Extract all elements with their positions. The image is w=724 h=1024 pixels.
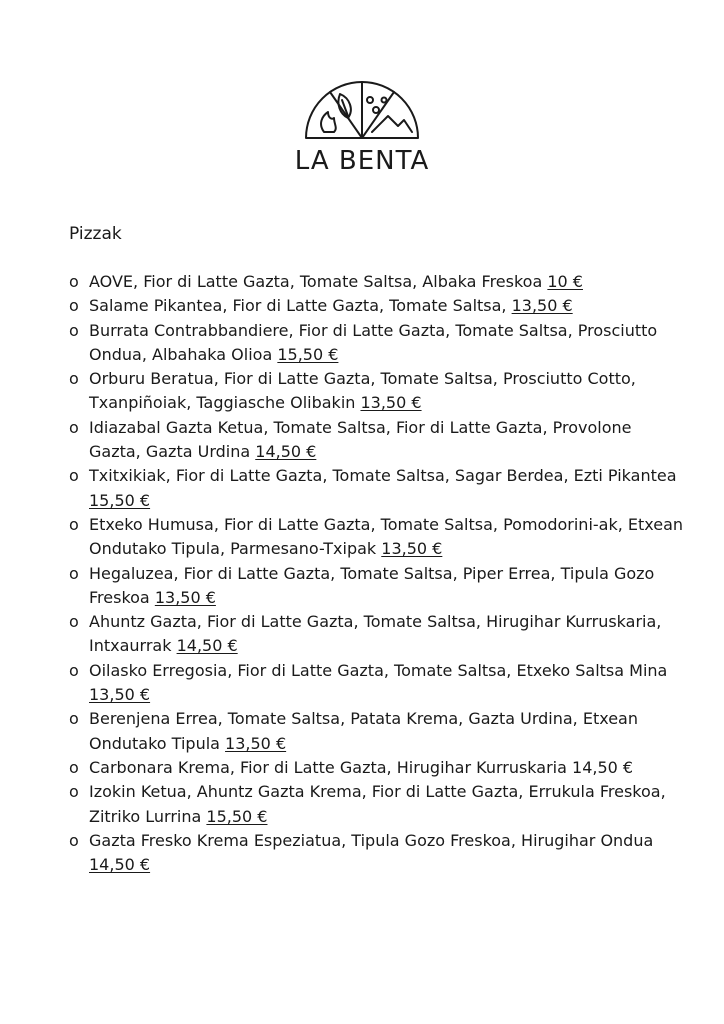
brand-name: LA BENTA bbox=[294, 146, 430, 176]
list-item bbox=[66, 659, 686, 708]
item-price: 14,50 € bbox=[89, 855, 151, 875]
item-description: Berenjena Errea, Tomate Saltsa, Patata Krema, Gazta Urdina, Etxean Ondutako Tipula bbox=[89, 709, 638, 753]
item-description: Txitxikiak, Fior di Latte Gazta, Tomate Saltsa, Sagar Berdea, Ezti Pikantea bbox=[89, 466, 677, 486]
item-description: Oilasko Erregosia, Fior di Latte Gazta, Tomate Saltsa, Etxeko Saltsa Mina bbox=[89, 660, 668, 680]
list-item bbox=[66, 780, 686, 829]
item-description: AOVE, Fior di Latte Gazta, Tomate Saltsa, Albaka Freskoa bbox=[89, 272, 548, 291]
item-description: Ahuntz Gazta, Fior di Latte Gazta, Tomate Saltsa, Hirugihar Kurruskaria, Intxaurrak bbox=[89, 612, 662, 656]
item-price: 13,50 € bbox=[360, 393, 422, 413]
item-description: Izokin Ketua, Ahuntz Gazta Krema, Fior di Latte Gazta, Errukula Freskoa, Zitriko Lurrina bbox=[89, 782, 666, 826]
list-item bbox=[66, 270, 686, 294]
item-description: Carbonara Krema, Fior di Latte Gazta, Hirugihar Kurruskaria 14,50 € bbox=[89, 757, 634, 777]
section-title: Pizzak bbox=[69, 224, 122, 244]
list-item bbox=[66, 829, 686, 878]
item-price: 13,50 € bbox=[154, 587, 216, 607]
list-item bbox=[66, 464, 686, 513]
logo bbox=[0, 78, 724, 176]
list-item bbox=[66, 367, 686, 416]
item-price: 13,50 € bbox=[225, 733, 287, 753]
list-item bbox=[66, 294, 686, 318]
item-description: Gazta Fresko Krema Espeziatua, Tipula Gozo Freskoa, Hirugihar Ondua bbox=[89, 830, 654, 850]
item-price: 14,50 € bbox=[176, 636, 238, 656]
list-item bbox=[66, 562, 686, 611]
list-item bbox=[66, 416, 686, 465]
list-item bbox=[66, 610, 686, 659]
list-item bbox=[66, 319, 686, 368]
item-description: Hegaluzea, Fior di Latte Gazta, Tomate Saltsa, Piper Errea, Tipula Gozo Freskoa bbox=[89, 563, 655, 607]
item-price: 13,50 € bbox=[89, 685, 151, 705]
la-benta-emblem-icon bbox=[304, 78, 420, 140]
item-description: Salame Pikantea, Fior di Latte Gazta, Tomate Saltsa, bbox=[89, 296, 512, 316]
list-item bbox=[66, 707, 686, 756]
item-price: 15,50 € bbox=[89, 490, 151, 510]
list-item bbox=[66, 513, 686, 562]
item-description: Orburu Beratua, Fior di Latte Gazta, Tomate Saltsa, Prosciutto Cotto, Txanpiñoiak, Taggiasche Olibakin bbox=[89, 369, 636, 413]
pizza-menu-list bbox=[66, 270, 686, 877]
item-price: 13,50 € bbox=[511, 296, 573, 316]
item-price: 13,50 € bbox=[381, 539, 443, 559]
item-price: 14,50 € bbox=[255, 442, 317, 462]
item-price: 15,50 € bbox=[206, 806, 268, 826]
item-description: Etxeko Humusa, Fior di Latte Gazta, Tomate Saltsa, Pomodorini-ak, Etxean Ondutako Tipula, Parmesano-Txipak bbox=[89, 514, 684, 559]
item-price: 15,50 € bbox=[277, 344, 339, 364]
item-description: Burrata Contrabbandiere, Fior di Latte Gazta, Tomate Saltsa, Prosciutto Ondua, Albahaka Olioa bbox=[89, 320, 658, 364]
item-price: 10 € bbox=[547, 272, 583, 291]
item-description: Idiazabal Gazta Ketua, Tomate Saltsa, Fior di Latte Gazta, Provolone Gazta, Gazta Urdina bbox=[89, 417, 632, 462]
list-item bbox=[66, 756, 686, 780]
